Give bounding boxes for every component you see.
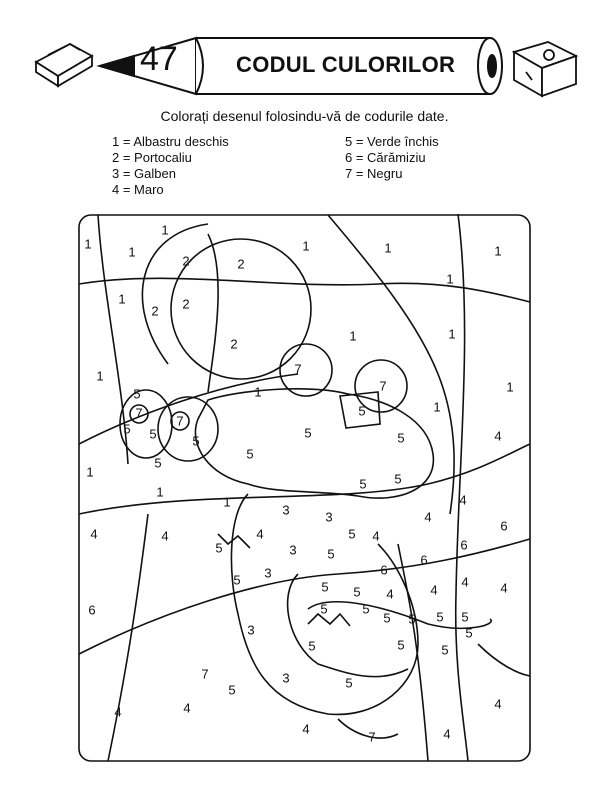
region-number: 2 <box>151 303 159 319</box>
region-number: 3 <box>282 670 290 686</box>
region-number: 3 <box>247 622 255 638</box>
region-number: 5 <box>246 446 254 462</box>
legend-item: 4 = Maro <box>112 182 164 197</box>
region-number: 7 <box>135 405 143 421</box>
region-number: 1 <box>448 326 456 342</box>
region-number: 4 <box>430 582 438 598</box>
region-number: 4 <box>494 696 502 712</box>
legend-item: 7 = Negru <box>345 166 403 181</box>
region-number: 1 <box>446 271 454 287</box>
region-number: 5 <box>320 601 328 617</box>
legend-item: 1 = Albastru deschis <box>112 134 229 149</box>
region-number: 4 <box>459 492 467 508</box>
region-number: 5 <box>133 386 141 402</box>
region-number: 5 <box>348 526 356 542</box>
region-number: 6 <box>88 602 96 618</box>
region-number: 7 <box>368 729 376 745</box>
outline-stroke <box>308 614 350 626</box>
region-number: 5 <box>436 609 444 625</box>
region-number: 4 <box>500 580 508 596</box>
color-legend-right <box>345 134 439 182</box>
region-number: 5 <box>149 426 157 442</box>
region-number: 5 <box>359 476 367 492</box>
region-number: 5 <box>233 572 241 588</box>
region-number: 5 <box>461 609 469 625</box>
legend-item: 6 = Cărămiziu <box>345 150 426 165</box>
region-number: 5 <box>321 579 329 595</box>
region-number: 4 <box>183 700 191 716</box>
outline-stroke <box>328 215 454 514</box>
region-number: 6 <box>420 552 428 568</box>
region-number: 1 <box>506 379 514 395</box>
outline-stroke <box>218 534 250 548</box>
region-number: 7 <box>294 361 302 377</box>
instructions: Colorați desenul folosindu-vă de codurile date. <box>160 108 449 124</box>
header <box>0 0 609 110</box>
legend-item: 5 = Verde închis <box>345 134 439 149</box>
region-number: 5 <box>394 471 402 487</box>
region-number: 4 <box>90 526 98 542</box>
region-number: 4 <box>386 586 394 602</box>
eye-outline <box>158 397 218 461</box>
outline-stroke <box>79 539 530 654</box>
region-number: 5 <box>441 642 449 658</box>
region-number: 5 <box>154 455 162 471</box>
region-number: 6 <box>460 537 468 553</box>
region-number: 5 <box>215 540 223 556</box>
region-number: 1 <box>156 484 164 500</box>
region-number: 5 <box>192 433 200 449</box>
region-number: 1 <box>84 236 92 252</box>
region-number: 4 <box>424 509 432 525</box>
outline-stroke <box>79 374 298 444</box>
region-number: 1 <box>86 464 94 480</box>
region-number: 1 <box>349 328 357 344</box>
region-number: 1 <box>128 244 136 260</box>
region-number: 1 <box>494 243 502 259</box>
region-number: 5 <box>345 675 353 691</box>
region-number: 4 <box>256 526 264 542</box>
region-number: 4 <box>302 721 310 737</box>
region-number: 5 <box>353 584 361 600</box>
region-number: 5 <box>327 546 335 562</box>
region-number: 1 <box>96 368 104 384</box>
eraser-icon <box>36 44 92 86</box>
sharpener-icon <box>514 42 576 96</box>
region-number: 1 <box>223 494 231 510</box>
region-number: 5 <box>465 625 473 641</box>
region-number: 4 <box>461 574 469 590</box>
region-number: 5 <box>304 425 312 441</box>
region-number: 3 <box>325 509 333 525</box>
region-number: 7 <box>379 378 387 394</box>
region-number: 4 <box>114 704 122 720</box>
page-title: CODUL CULORILOR <box>236 52 456 77</box>
region-number: 4 <box>494 428 502 444</box>
drawing-frame <box>79 215 530 761</box>
region-number: 2 <box>182 296 190 312</box>
region-number: 7 <box>201 666 209 682</box>
region-number: 1 <box>433 399 441 415</box>
region-number: 4 <box>443 726 451 742</box>
region-number: 3 <box>264 565 272 581</box>
region-number: 6 <box>500 518 508 534</box>
region-number: 2 <box>230 336 238 352</box>
region-number: 1 <box>161 222 169 238</box>
legend-item: 3 = Galben <box>112 166 176 181</box>
region-number: 5 <box>397 637 405 653</box>
region-number: 2 <box>182 253 190 269</box>
region-number: 1 <box>254 384 262 400</box>
region-number: 3 <box>289 542 297 558</box>
region-number: 5 <box>362 601 370 617</box>
region-number: 1 <box>302 238 310 254</box>
page-number: 47 <box>140 40 178 78</box>
region-number: 4 <box>372 528 380 544</box>
outline-stroke <box>456 214 468 761</box>
outline-stroke <box>79 278 530 302</box>
legend-item: 2 = Portocaliu <box>112 150 192 165</box>
region-number: 7 <box>176 413 184 429</box>
coloring-drawing <box>78 214 531 762</box>
region-number: 5 <box>358 403 366 419</box>
region-number: 2 <box>237 256 245 272</box>
region-number: 1 <box>384 240 392 256</box>
outline-stroke <box>398 544 428 761</box>
region-number: 1 <box>118 291 126 307</box>
region-number: 5 <box>228 682 236 698</box>
outline-stroke <box>142 224 208 364</box>
outline-stroke <box>478 644 530 676</box>
region-number: 6 <box>380 562 388 578</box>
region-number: 5 <box>308 638 316 654</box>
coloring-outline <box>78 214 531 762</box>
region-number: 5 <box>123 421 131 437</box>
balloon-string <box>208 234 218 392</box>
region-number: 5 <box>408 611 416 627</box>
region-number: 5 <box>383 610 391 626</box>
region-number: 4 <box>161 528 169 544</box>
region-number: 5 <box>397 430 405 446</box>
region-number: 3 <box>282 502 290 518</box>
color-legend-left <box>112 134 229 198</box>
